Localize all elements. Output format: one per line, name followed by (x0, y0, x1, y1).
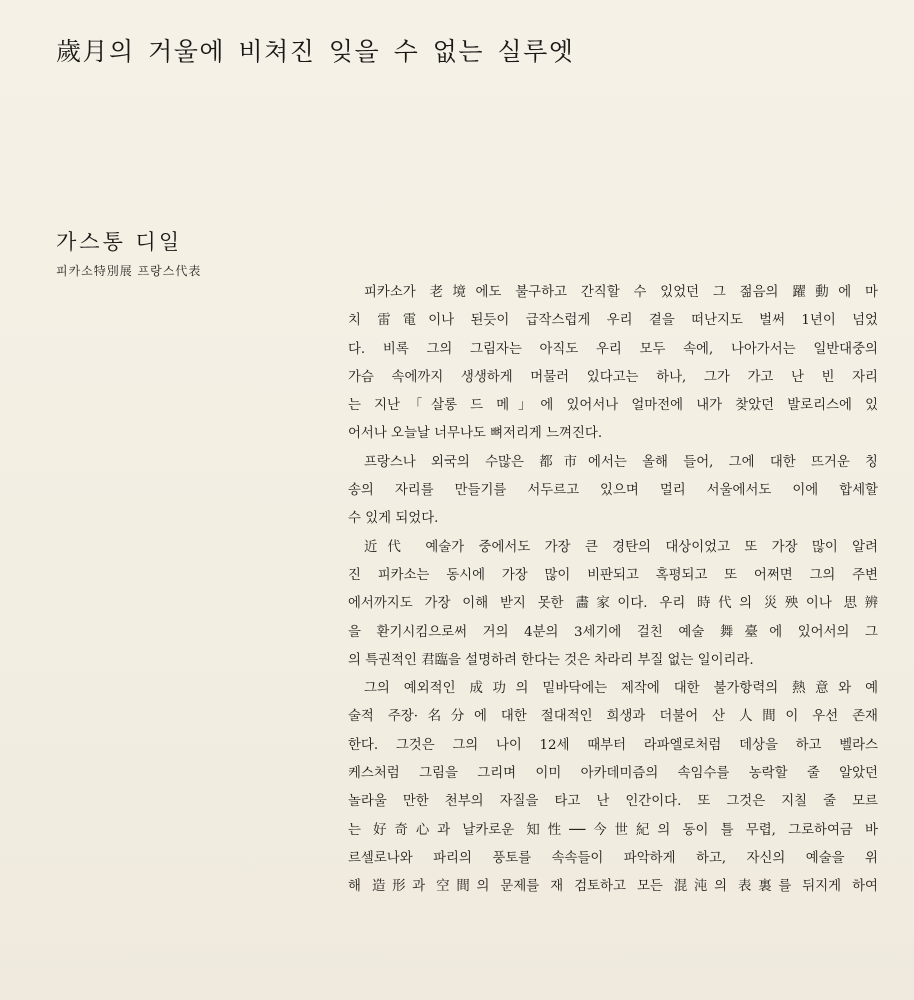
body-line: 한다. 그것은 그의 나이 12세 때부터 라파엘로처럼 데상을 하고 벨라스 (348, 737, 878, 753)
body-line: 어서나 오늘날 너무나도 뼈저리게 느껴진다. (348, 426, 603, 442)
body-line: 그의 예외적인 成功의 밑바닥에는 제작에 대한 불가항력의 熱意와 예 (364, 681, 878, 697)
body-line: 해 造形과 空間의 문제를 재 검토하고 모든 混沌의 表裏를 뒤지게 하여 (348, 879, 878, 895)
body-line: 진 피카소는 동시에 가장 많이 비판되고 혹평되고 또 어쩌면 그의 주변 (348, 567, 878, 583)
body-line: 의 특권적인 君臨을 설명하려 한다는 것은 차라리 부질 없는 일이리라. (348, 652, 754, 668)
body-line: 에서까지도 가장 이해 받지 못한 畵家이다. 우리 時代의 災殃이나 思辨 (348, 596, 878, 612)
author-byline: 피카소特別展 프랑스代表 (56, 264, 202, 278)
body-line: 술적 주장·名分에 대한 절대적인 희생과 더불어 산 人間이 우선 존재 (348, 709, 878, 725)
body-line: 을 환기시킴으로써 거의 4분의 3세기에 걸친 예술 舞臺에 있어서의 그 (348, 624, 878, 640)
body-line: 치 雷電이나 된듯이 급작스럽게 우리 곁을 떠난지도 벌써 1년이 넘었 (348, 313, 878, 329)
body-line: 프랑스나 외국의 수많은 都市에서는 올해 들어, 그에 대한 뜨거운 칭 (364, 454, 878, 470)
body-line: 피카소가 老境에도 불구하고 간직할 수 있었던 그 젊음의 躍動에 마 (364, 285, 878, 300)
body-line: 송의 자리를 만들기를 서두르고 있으며 멀리 서울에서도 이에 합세할 (348, 483, 878, 499)
article-headline: 歲月의 거울에 비쳐진 잊을 수 없는 실루엣 (56, 37, 575, 66)
body-line: 는 好奇心과 날카로운 知性──今世紀의 동이 틀 무렵, 그로하여금 바 (348, 822, 878, 838)
body-line: 는 지난「살롱 드 메」에 있어서나 얼마전에 내가 찾았던 발로리스에 있 (348, 398, 878, 414)
body-line: 다. 비록 그의 그림자는 아직도 우리 모두 속에, 나아가서는 일반대중의 (348, 341, 878, 357)
body-line: 가슴 속에까지 생생하게 머물러 있다고는 하나, 그가 가고 난 빈 자리 (348, 369, 878, 385)
body-line: 놀라울 만한 천부의 자질을 타고 난 인간이다. 또 그것은 지칠 줄 모르 (348, 794, 878, 810)
body-line: 수 있게 되었다. (348, 511, 439, 527)
article-body (348, 279, 878, 902)
author-name: 가스통 디일 (56, 230, 183, 254)
body-line: 르셀로나와 파리의 풍토를 속속들이 파악하게 하고, 자신의 예술을 위 (348, 850, 878, 866)
body-line: 近代 예술가 중에서도 가장 큰 경탄의 대상이었고 또 가장 많이 알려 (364, 539, 878, 555)
body-line: 케스처럼 그림을 그리며 이미 아카데미즘의 속임수를 농락할 줄 알았던 (348, 766, 878, 782)
